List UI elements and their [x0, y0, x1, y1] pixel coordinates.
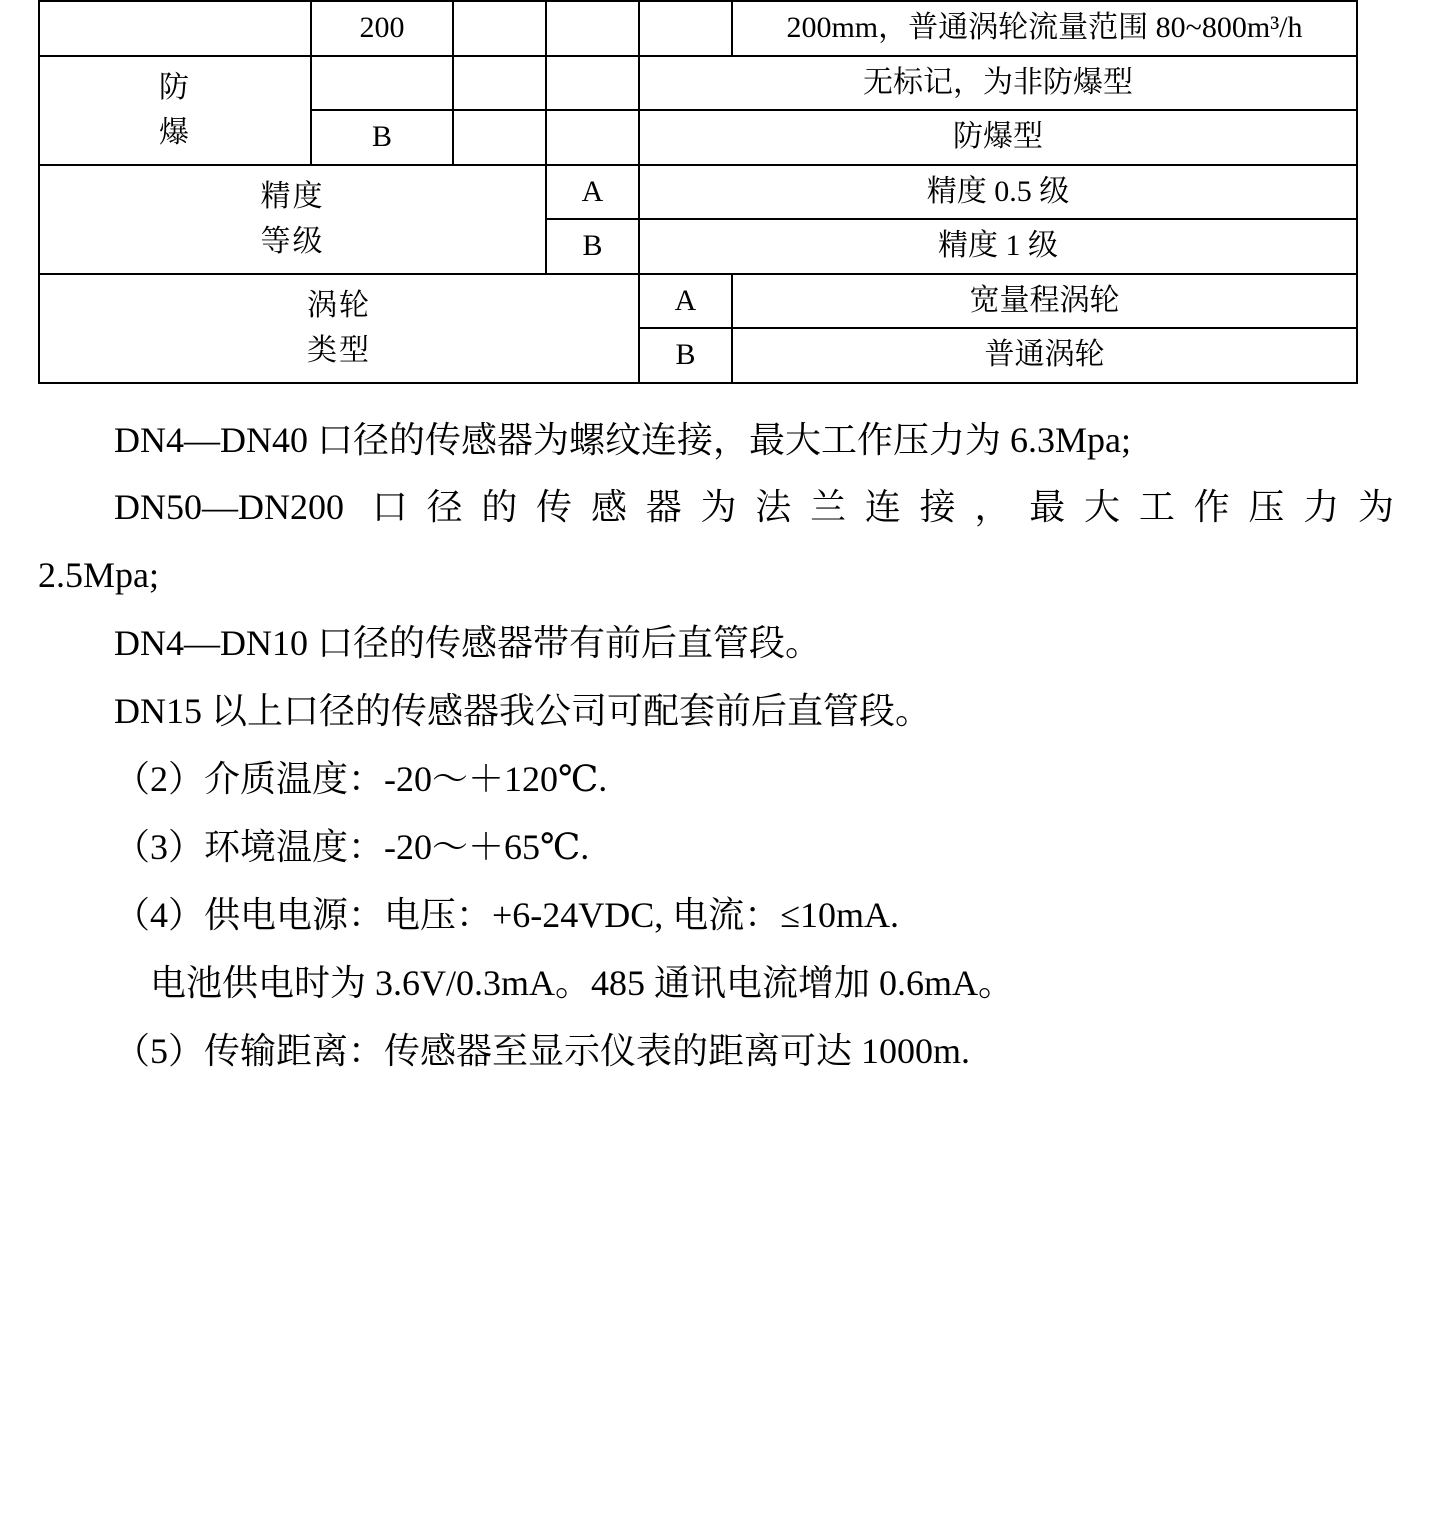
label-line-2: 类型: [307, 334, 371, 367]
paragraph-9: 电池供电时为 3.6V/0.3mA。485 通讯电流增加 0.6mA。: [150, 962, 1015, 1003]
cell-description: 防爆型: [639, 110, 1357, 165]
cell-code: B: [639, 328, 732, 383]
paragraph-5: DN15 以上口径的传感器我公司可配套前后直管段。: [114, 691, 931, 732]
paragraph-2: DN50—DN200 口径的传感器为法兰连接，最大工作压力为: [114, 487, 1394, 528]
cell-description: 精度 1 级: [639, 219, 1357, 274]
cell-description: 无标记，为非防爆型: [639, 56, 1357, 111]
cell-description: 精度 0.5 级: [639, 165, 1357, 220]
paragraph-4: DN4—DN10 口径的传感器带有前后直管段。: [114, 623, 821, 664]
specification-table: [38, 0, 1358, 384]
body-text: [38, 410, 1394, 1083]
cell-description: 宽量程涡轮: [732, 274, 1357, 329]
paragraph-8: （4）供电电源：电压：+6-24VDC, 电流：≤10mA.: [114, 894, 900, 935]
cell-blank-3: [639, 1, 732, 56]
paragraph-7: （3）环境温度：-20～＋65℃.: [114, 826, 590, 867]
cell-blank-4: [453, 56, 546, 111]
table-row: [39, 56, 1357, 111]
cell-description: 普通涡轮: [732, 328, 1357, 383]
cell-description: 200mm，普通涡轮流量范围 80~800m³/h: [732, 1, 1357, 56]
paragraph-6: （2）介质温度：-20～＋120℃.: [114, 759, 608, 800]
cell-blank-2: [546, 1, 639, 56]
label-line-2: 等级: [260, 225, 325, 258]
cell-group-label-turbine-type: [39, 274, 639, 383]
paragraph-10: （5）传输距离：传感器至显示仪表的距离可达 1000m.: [114, 1030, 971, 1071]
table-row: [39, 274, 1357, 329]
paragraph-3: 2.5Mpa;: [38, 555, 159, 596]
cell-blank-1: [453, 1, 546, 56]
cell-code: B: [546, 219, 639, 274]
cell-code: A: [639, 274, 732, 329]
label-line-1: 防: [159, 71, 191, 104]
paragraph-1: DN4—DN40 口径的传感器为螺纹连接，最大工作压力为 6.3Mpa;: [114, 419, 1131, 460]
cell-blank-5: [546, 56, 639, 111]
cell-code: A: [546, 165, 639, 220]
label-line-1: 精度: [260, 180, 325, 213]
cell-blank-7: [546, 110, 639, 165]
cell-code-empty: [311, 56, 453, 111]
cell-empty-label: [39, 1, 311, 56]
label-line-2: 爆: [159, 116, 191, 149]
cell-group-label-explosion: [39, 56, 311, 165]
table-row: [39, 165, 1357, 220]
cell-group-label-accuracy: [39, 165, 546, 274]
label-line-1: 涡轮: [307, 289, 371, 322]
table-row: [39, 1, 1357, 56]
cell-size-code: 200: [311, 1, 453, 56]
cell-code: B: [311, 110, 453, 165]
cell-blank-6: [453, 110, 546, 165]
